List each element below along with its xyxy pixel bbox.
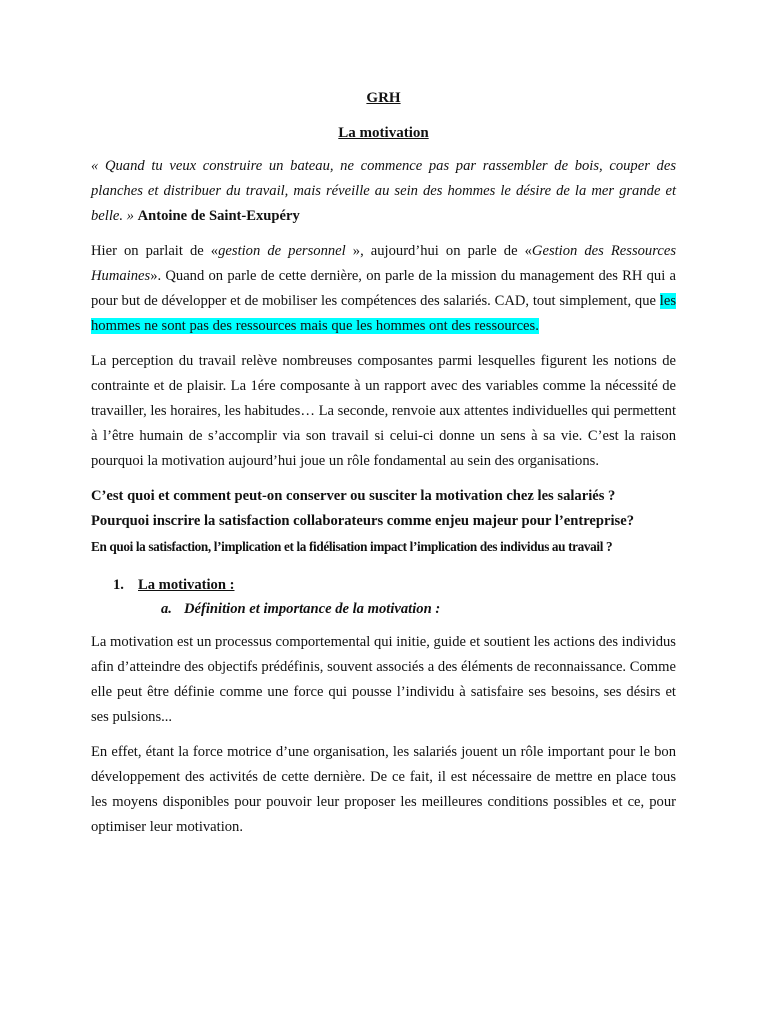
definition-paragraph: La motivation est un processus comportemental qui initie, guide et soutient les actions des individus afin d’atteindre des objectifs prédéfinis, souvent associés a des éléments de reconnaissance. Comme elle peut être définie comme une force qui pousse l’individu à satisfaire ses besoins, ses désirs et ses pulsions... xyxy=(91,634,676,725)
document-subtitle: La motivation xyxy=(338,125,429,141)
intro-term-1: gestion de personnel xyxy=(218,243,346,259)
intro-paragraph xyxy=(91,239,676,339)
document-page xyxy=(91,86,676,850)
document-title: GRH xyxy=(366,90,401,106)
highlighted-text: les hommes ne sont pas des ressources mais que les hommes ont des ressources. xyxy=(91,293,676,334)
effect-paragraph: En effet, étant la force motrice d’une organisation, les salariés jouent un rôle important pour le bon développement des activités de cette dernière. De ce fait, il est nécessaire de mettre en place tous les moyens disponibles pour pouvoir leur proposer les meilleures conditions possibles et ce, pour optimiser leur motivation. xyxy=(91,744,676,835)
intro-term-2: Gestion des Ressources Humaines xyxy=(91,243,677,284)
subsection-heading xyxy=(161,597,676,621)
section-number: 1. xyxy=(113,577,124,593)
question-3: En quoi la satisfaction, l’implication et la fidélisation impact l’implication des individus au travail ? xyxy=(91,539,613,554)
question-1: C’est quoi et comment peut-on conserver ou susciter la motivation chez les salariés ? xyxy=(91,488,616,504)
section-heading xyxy=(113,573,676,597)
perception-paragraph: La perception du travail relève nombreuses composantes parmi lesquelles figurent les notions de contrainte et de plaisir. La 1ére composante à un rapport avec des variables comme la nécessité de travailler, les horaires, les habitudes… La seconde, renvoie aux attentes individuelles qui permettent à l’être humain de s’accomplir via son travail si celui-ci donne un sens à sa vie. C’est la raison pourquoi la motivation aujourd’hui joue un rôle fondamental au sein des organisations. xyxy=(91,353,676,469)
subsection-label: Définition et importance de la motivation : xyxy=(184,601,441,617)
section-label: La motivation : xyxy=(138,577,235,593)
quote-text: « Quand tu veux construire un bateau, ne commence pas par rassembler de bois, couper des planches et distribuer du travail, mais réveille au sein des hommes le désire de la mer grande et belle. » xyxy=(91,158,676,224)
subsection-number: a. xyxy=(161,601,172,617)
intro-text-3: ». Quand on parle de cette dernière, on parle de la mission du management des RH qui a pour but de développer et de mobiliser les compétences des salariés. CAD, tout simplement, que xyxy=(91,268,676,309)
intro-text-1: Hier on parlait de « xyxy=(91,243,219,259)
questions-block xyxy=(91,484,676,559)
quote-author: Antoine de Saint-Exupéry xyxy=(137,208,300,224)
quote-paragraph xyxy=(91,154,676,229)
intro-text-2: », aujourd’hui on parle de « xyxy=(345,243,532,259)
question-2: Pourquoi inscrire la satisfaction collaborateurs comme enjeu majeur pour l’entreprise? xyxy=(91,513,635,529)
